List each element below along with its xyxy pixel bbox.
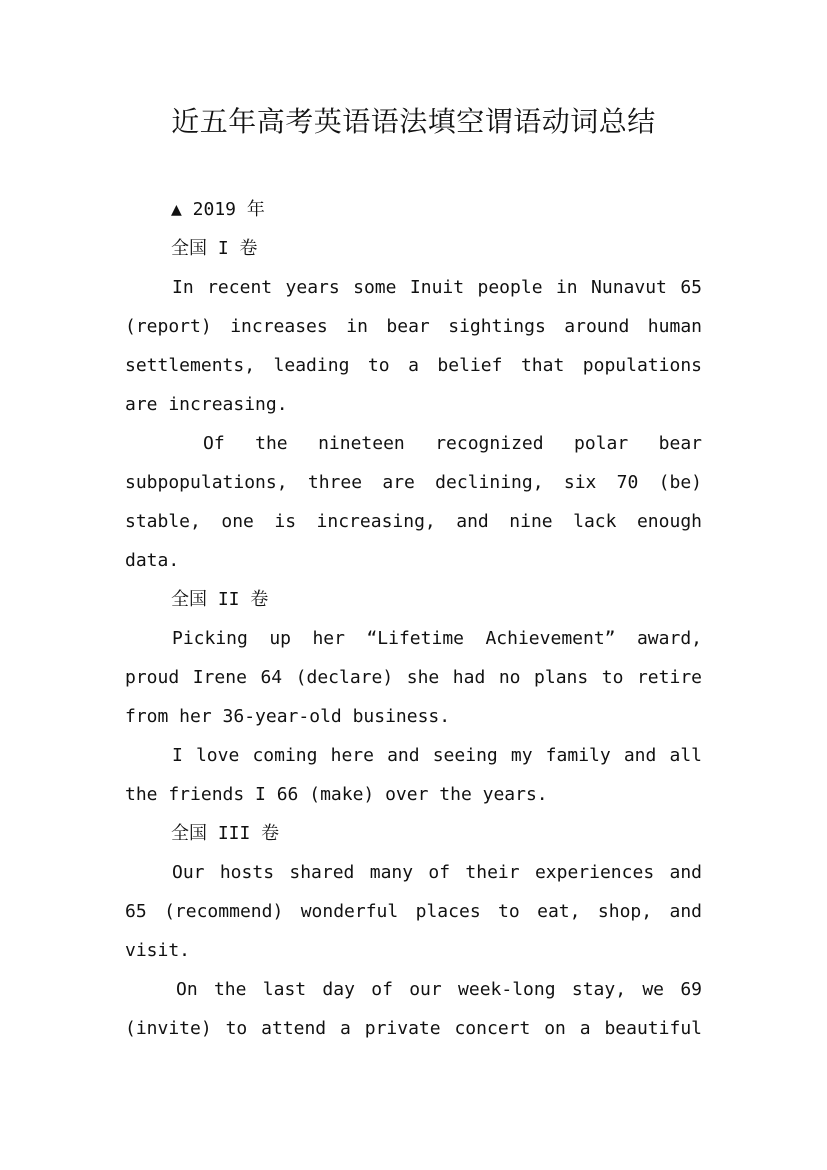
paragraph-line: visit.	[125, 940, 191, 961]
paragraph-line: stable, one is increasing, and nine lack enough	[125, 511, 702, 532]
document-title: 近五年高考英语语法填空谓语动词总结	[171, 105, 656, 138]
section-heading-1: 全国 I 卷	[171, 238, 258, 259]
paragraph-line: Picking up her “Lifetime Achievement” award,	[172, 628, 702, 649]
section-heading-2: 全国 II 卷	[171, 589, 269, 610]
paragraph-line: (report) increases in bear sightings around human	[125, 316, 702, 337]
section-heading-3: 全国 III 卷	[171, 823, 280, 844]
paragraph-line: subpopulations, three are declining, six 70 (be)	[125, 472, 702, 493]
paragraph-line: On the last day of our week-long stay, we 69	[176, 979, 702, 1000]
paragraph-line: In recent years some Inuit people in Nunavut 65	[172, 277, 702, 298]
paragraph-line: proud Irene 64 (declare) she had no plans to retire	[125, 667, 702, 688]
document-body	[125, 190, 702, 1048]
paragraph-line: are increasing.	[125, 394, 288, 415]
year-heading: ▲ 2019 年	[171, 199, 265, 220]
paragraph-line: (invite) to attend a private concert on a beautiful	[125, 1018, 702, 1039]
paragraph-line: the friends I 66 (make) over the years.	[125, 784, 548, 805]
paragraph-line: settlements, leading to a belief that populations	[125, 355, 702, 376]
paragraph-line: from her 36-year-old business.	[125, 706, 451, 727]
paragraph-line: 65 (recommend) wonderful places to eat, shop, and	[125, 901, 702, 922]
paragraph-line: Of the nineteen recognized polar bear	[203, 433, 702, 454]
paragraph-line: Our hosts shared many of their experiences and	[172, 862, 702, 883]
paragraph-line: data.	[125, 550, 180, 571]
paragraph-line: I love coming here and seeing my family and all	[172, 745, 702, 766]
